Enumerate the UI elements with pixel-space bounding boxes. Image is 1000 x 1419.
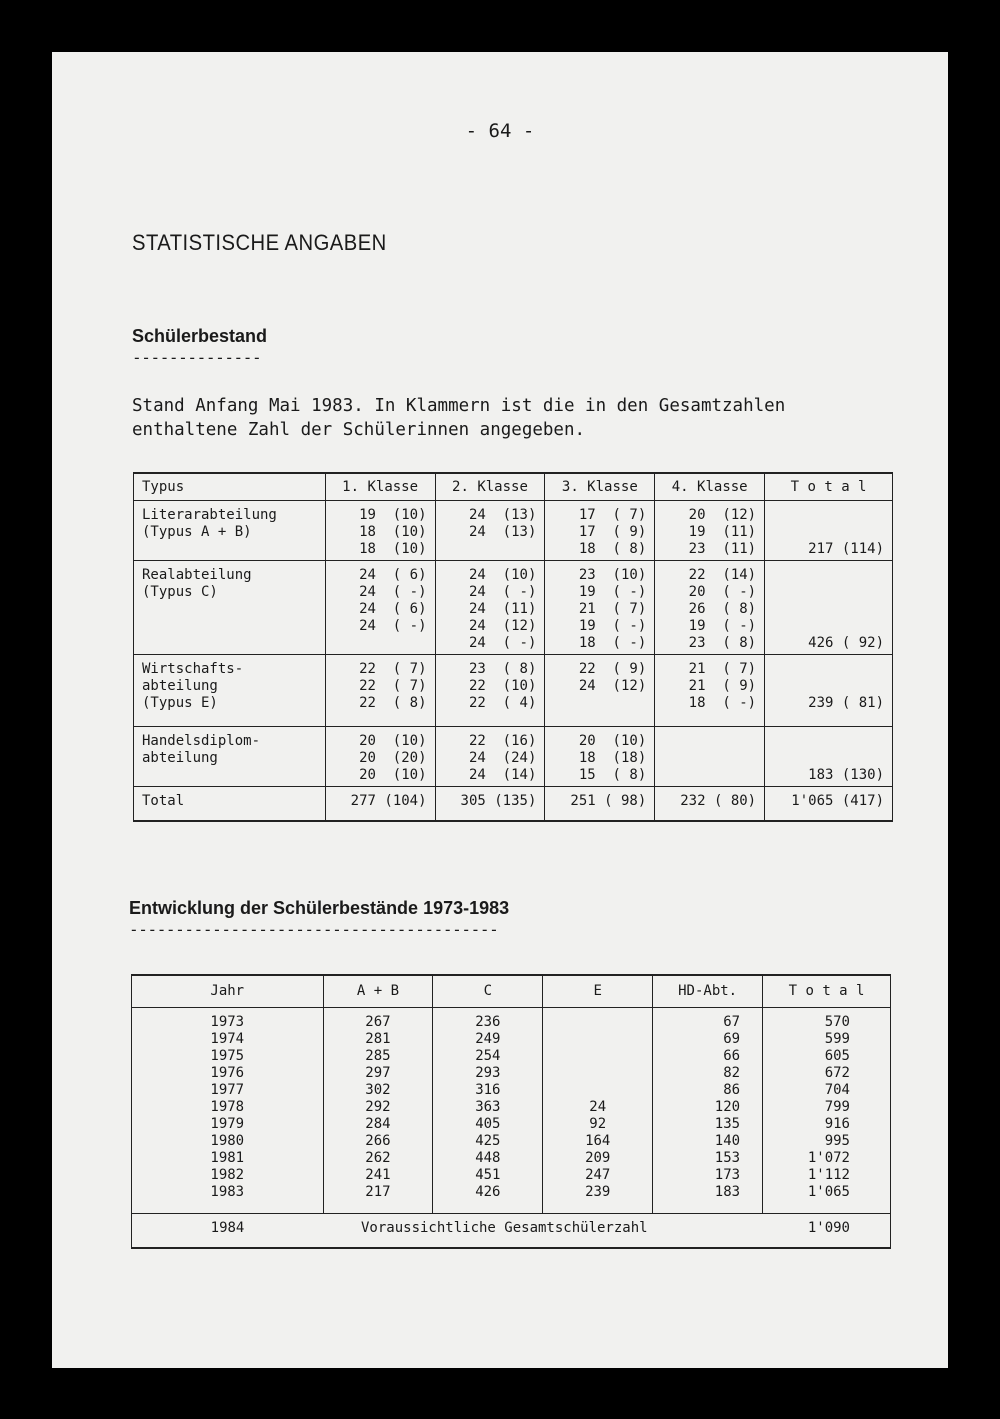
table-cell <box>655 727 765 787</box>
development-table <box>131 974 891 1249</box>
forecast-total: 1'090 <box>763 1214 891 1249</box>
type-cell: Handelsdiplom- abteilung <box>134 727 326 787</box>
total-cell: 217 (114) <box>765 501 893 561</box>
type-cell: Literarabteilung (Typus A + B) <box>134 501 326 561</box>
total-cell: 239 ( 81) <box>765 655 893 727</box>
table-cell: 232 ( 80) <box>655 787 765 822</box>
table-cell: 20 (12) 19 (11) 23 (11) <box>655 501 765 561</box>
table-cell: 19 (10) 18 (10) 18 (10) <box>325 501 435 561</box>
ab-column: 267 281 285 297 302 292 284 266 262 241 217 <box>323 1008 433 1214</box>
column-header: 2. Klasse <box>435 473 545 501</box>
table-header-row <box>132 975 891 1008</box>
column-header: Jahr <box>132 975 324 1008</box>
year-column: 1973 1974 1975 1976 1977 1978 1979 1980 1981 1982 1983 <box>132 1008 324 1214</box>
table-cell: 21 ( 7) 21 ( 9) 18 ( -) <box>655 655 765 727</box>
total-cell: 183 (130) <box>765 727 893 787</box>
forecast-label: Voraussichtliche Gesamtschülerzahl <box>323 1214 763 1249</box>
table-cell: 305 (135) <box>435 787 545 822</box>
heading-underline: -------------- <box>132 348 262 367</box>
table-row <box>134 561 893 655</box>
table-row <box>132 1008 891 1214</box>
table-cell: 251 ( 98) <box>545 787 655 822</box>
column-header: Typus <box>134 473 326 501</box>
table-cell: 22 (16) 24 (24) 24 (14) <box>435 727 545 787</box>
total-column: 570 599 605 672 704 799 916 995 1'072 1'112 1'065 <box>763 1008 891 1214</box>
table-cell: 22 ( 7) 22 ( 7) 22 ( 8) <box>325 655 435 727</box>
column-header: T o t a l <box>763 975 891 1008</box>
table-cell: 17 ( 7) 17 ( 9) 18 ( 8) <box>545 501 655 561</box>
page-title: STATISTISCHE ANGABEN <box>132 230 387 255</box>
column-header: E <box>543 975 653 1008</box>
table-row <box>134 727 893 787</box>
intro-line: enthaltene Zahl der Schülerinnen angegeben. <box>132 420 586 440</box>
table-cell: 24 (10) 24 ( -) 24 (11) 24 (12) 24 ( -) <box>435 561 545 655</box>
c-column: 236 249 254 293 316 363 405 425 448 451 426 <box>433 1008 543 1214</box>
table-cell: 277 (104) <box>325 787 435 822</box>
table-cell: 22 ( 9) 24 (12) <box>545 655 655 727</box>
forecast-row <box>132 1214 891 1249</box>
intro-text <box>132 394 785 442</box>
table-row <box>134 501 893 561</box>
column-header: 1. Klasse <box>325 473 435 501</box>
type-cell: Realabteilung (Typus C) <box>134 561 326 655</box>
table-cell: 24 ( 6) 24 ( -) 24 ( 6) 24 ( -) <box>325 561 435 655</box>
student-count-table <box>133 472 893 822</box>
page-number: - 64 - <box>465 120 535 142</box>
column-header: T o t a l <box>765 473 893 501</box>
hd-column: 67 69 66 82 86 120 135 140 153 173 183 <box>653 1008 763 1214</box>
table-cell: 20 (10) 20 (20) 20 (10) <box>325 727 435 787</box>
document-page <box>52 52 948 1368</box>
total-cell: 1'065 (417) <box>765 787 893 822</box>
type-cell: Wirtschafts- abteilung (Typus E) <box>134 655 326 727</box>
column-header: A + B <box>323 975 433 1008</box>
forecast-year: 1984 <box>132 1214 324 1249</box>
table-row <box>134 655 893 727</box>
table-cell: 20 (10) 18 (18) 15 ( 8) <box>545 727 655 787</box>
heading-underline: ---------------------------------------- <box>129 920 499 939</box>
total-row <box>134 787 893 822</box>
column-header: 4. Klasse <box>655 473 765 501</box>
intro-line: Stand Anfang Mai 1983. In Klammern ist die in den Gesamtzahlen <box>132 396 786 416</box>
column-header: C <box>433 975 543 1008</box>
table-cell: 22 (14) 20 ( -) 26 ( 8) 19 ( -) 23 ( 8) <box>655 561 765 655</box>
table-cell: 23 (10) 19 ( -) 21 ( 7) 19 ( -) 18 ( -) <box>545 561 655 655</box>
table-cell: 24 (13) 24 (13) <box>435 501 545 561</box>
section-heading-schuelerbestand: Schülerbestand <box>132 326 268 346</box>
column-header: 3. Klasse <box>545 473 655 501</box>
column-header: HD-Abt. <box>653 975 763 1008</box>
section-heading-entwicklung: Entwicklung der Schülerbestände 1973-1983 <box>129 898 510 918</box>
total-cell: 426 ( 92) <box>765 561 893 655</box>
table-header-row <box>134 473 893 501</box>
e-column: 24 92 164 209 247 239 <box>543 1008 653 1214</box>
table-cell: 23 ( 8) 22 (10) 22 ( 4) <box>435 655 545 727</box>
type-cell: Total <box>134 787 326 822</box>
